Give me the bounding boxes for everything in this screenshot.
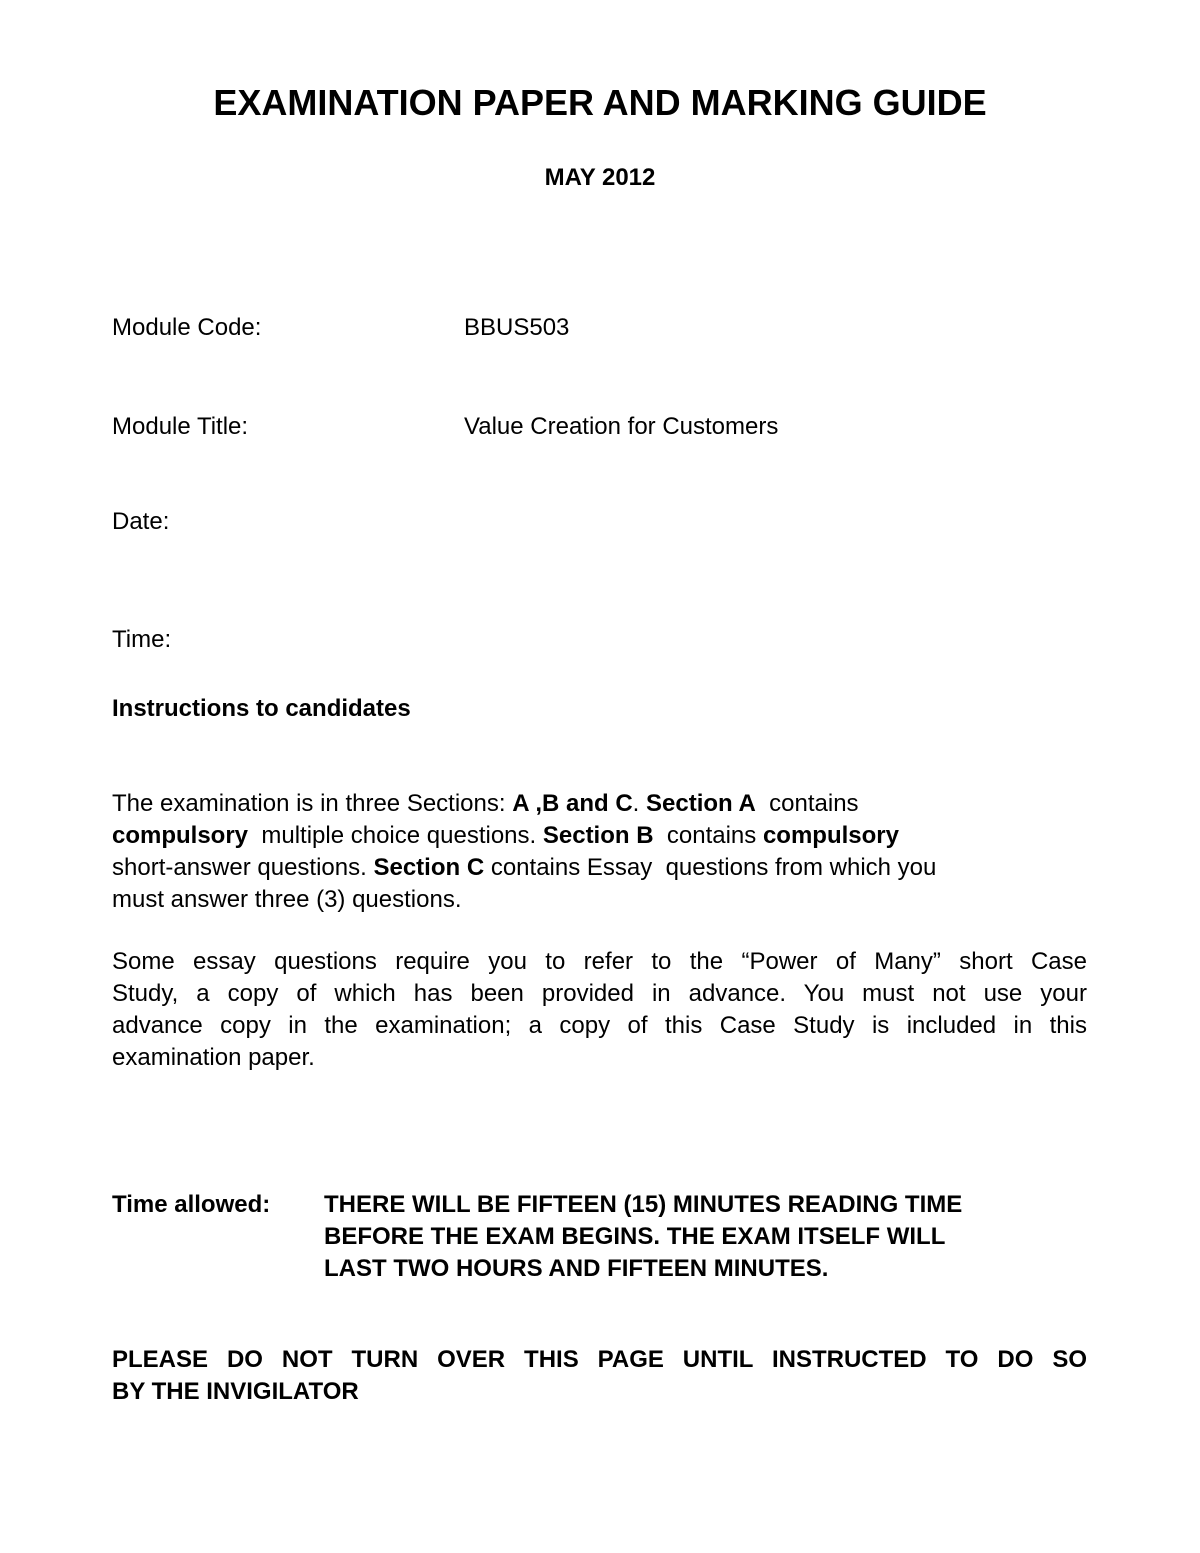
instructions-line-3: short-answer questions. Section C contains Essay questions from which you xyxy=(112,854,937,881)
notice-line-1: PLEASE DO NOT TURN OVER THIS PAGE UNTIL INSTRUCTED TO DO SO xyxy=(112,1346,1087,1373)
time-label: Time: xyxy=(112,626,172,653)
do-not-turn-over-notice xyxy=(112,1344,1087,1408)
time-allowed-line-3: LAST TWO HOURS AND FIFTEEN MINUTES. xyxy=(324,1255,829,1282)
instructions-heading: Instructions to candidates xyxy=(112,695,411,722)
instructions-line-2: compulsory multiple choice questions. Section B contains compulsory xyxy=(112,822,899,849)
time-allowed-line-2: BEFORE THE EXAM BEGINS. THE EXAM ITSELF WILL xyxy=(324,1223,946,1250)
module-title-value: Value Creation for Customers xyxy=(464,413,779,440)
page-title: EXAMINATION PAPER AND MARKING GUIDE xyxy=(213,82,987,123)
instructions-line-4: must answer three (3) questions. xyxy=(112,886,462,913)
notice-line-2: BY THE INVIGILATOR xyxy=(112,1378,359,1405)
case-study-line-4: examination paper. xyxy=(112,1044,315,1071)
date-label: Date: xyxy=(112,508,170,535)
time-allowed-line-1: THERE WILL BE FIFTEEN (15) MINUTES READING TIME xyxy=(324,1191,963,1218)
module-code-value: BBUS503 xyxy=(464,314,570,341)
case-study-paragraph xyxy=(112,946,1087,1074)
module-title-label: Module Title: xyxy=(112,413,249,440)
case-study-line-3: advance copy in the examination; a copy of this Case Study is included in this xyxy=(112,1012,1087,1039)
instructions-line-1: The examination is in three Sections: A ,B and C. Section A contains xyxy=(112,790,859,817)
time-allowed-label: Time allowed: xyxy=(112,1191,271,1218)
case-study-line-2: Study, a copy of which has been provided in advance. You must not use your xyxy=(112,980,1087,1007)
module-code-label: Module Code: xyxy=(112,314,262,341)
exam-session: MAY 2012 xyxy=(544,164,656,191)
time-allowed-text xyxy=(324,1189,962,1285)
case-study-line-1: Some essay questions require you to refer to the “Power of Many” short Case xyxy=(112,948,1087,975)
instructions-paragraph-sections xyxy=(112,788,1087,916)
